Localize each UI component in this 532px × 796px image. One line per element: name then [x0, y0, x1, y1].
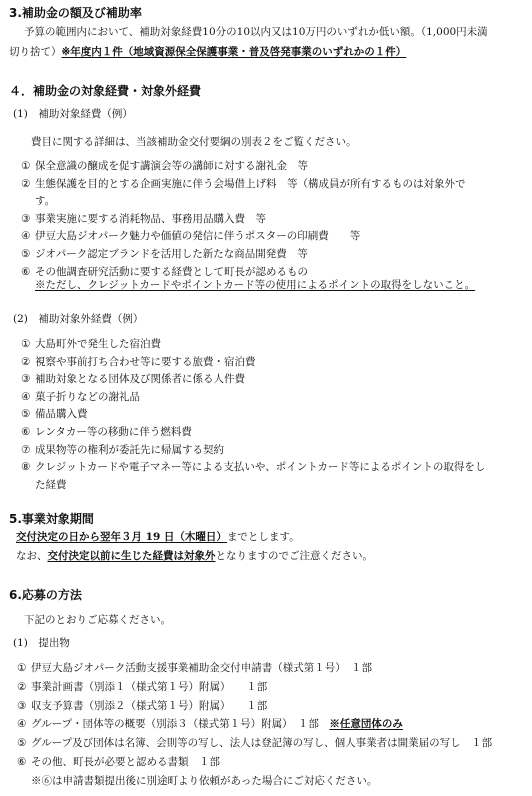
- list-item-text: 事業計画書（別添１（様式第１号）附属） １部: [31, 680, 268, 693]
- section-3-line2: [9, 46, 406, 59]
- list-item-text: 成果物等の権利が委託先に帰属する契約: [35, 443, 224, 456]
- list-item-number: ④: [21, 230, 31, 243]
- list-item: [21, 373, 245, 386]
- list-item-text: 事業実施に要する消耗物品、事務用品購入費 等: [35, 212, 266, 225]
- list-item-text: 保全意識の醸成を促す講演会等の講師に対する謝礼金 等: [35, 160, 308, 172]
- list-item-text: た経費: [35, 478, 67, 491]
- section-4-heading: ４．補助金の対象経費・対象外経費: [9, 84, 202, 98]
- list-item: [21, 461, 485, 474]
- section-3-line1: 予算の範囲内において、補助対象経費10分の10以内又は10万円のいずれか低い額。（1,000円未満: [24, 26, 488, 38]
- list-item: [21, 444, 224, 457]
- list-item: [21, 356, 256, 369]
- list-item-text: 備品購入費: [35, 408, 88, 421]
- section-6-intro: 下記のとおりご応募ください。: [24, 614, 171, 626]
- list-item-number: ②: [17, 680, 27, 693]
- section-5-line2: [16, 550, 373, 563]
- period-underlined: 交付決定の日から翌年３月 19 日（木曜日）: [16, 531, 227, 543]
- list-item-number: ②: [21, 355, 31, 368]
- list-item: [21, 195, 55, 208]
- list-item-number: ③: [21, 373, 31, 386]
- list-item: [17, 718, 403, 731]
- list-item-text: ジオパーク認定ブランドを活用した新たな商品開発費 等: [35, 248, 308, 260]
- list-item-number: ③: [17, 699, 27, 712]
- section-4-sub1: (1) 補助対象経費（例）: [13, 108, 133, 120]
- list-item-number: ⑥: [17, 756, 27, 768]
- section-4-sub2: (2) 補助対象外経費（例）: [13, 313, 144, 325]
- list-item-text: その他、町長が必要と認める書類 １部: [31, 756, 220, 768]
- list-item-number: ④: [21, 390, 31, 403]
- list-item-number: ⑥: [21, 265, 31, 278]
- list-item-text: 菓子折りなどの謝礼品: [35, 390, 140, 403]
- list-item: [21, 338, 161, 351]
- list-item-text: グループ・団体等の概要（別添３（様式第１号）附属） １部: [31, 718, 330, 731]
- list-item-number: ⑤: [21, 248, 31, 260]
- list-item: [21, 248, 308, 261]
- list-item: [21, 479, 67, 492]
- list-item: [21, 230, 360, 243]
- period-rest: までとします。: [226, 531, 300, 543]
- section-4-note: ※ただし、クレジットカードやポイントカード等の使用によるポイントの取得をしないこと。: [35, 279, 476, 291]
- section-5-heading: 5.事業対象期間: [9, 512, 94, 526]
- list-item-number: ⑤: [17, 737, 27, 750]
- list-item: [17, 737, 492, 750]
- list-item-text: 伊豆大島ジオパーク魅力や価値の発信に伴うポスターの印刷費 等: [35, 230, 361, 243]
- list-item-text: 大島町外で発生した宿泊費: [35, 338, 161, 350]
- list-item: [17, 662, 372, 675]
- list-item-number: ②: [21, 177, 31, 190]
- list-item-number: ①: [21, 160, 31, 172]
- list-item-text: 収支予算書（別添２（様式第１号）附属） １部: [31, 699, 268, 712]
- section-4-intro: 費目に関する詳細は、当該補助金交付要綱の別表２をご覧ください。: [31, 136, 357, 148]
- list-item: [17, 756, 220, 769]
- section-6-heading: 6.応募の方法: [9, 588, 82, 602]
- section-5-line1: [16, 531, 300, 544]
- section-3-line2-prefix: 切り捨て）: [9, 46, 62, 58]
- list-item-number: ③: [21, 212, 31, 225]
- list-item-number: ⑦: [21, 443, 31, 456]
- section-6-note: ※⑥は申請書類提出後に別途町より依頼があった場合にご対応ください。: [31, 775, 378, 787]
- list-item-text: レンタカー等の移動に伴う燃料費: [35, 426, 192, 438]
- section-3-note: ※年度内１件（地域資源保全保護事業・普及啓発事業のいずれかの１件）: [61, 46, 407, 58]
- list-item: [21, 266, 308, 279]
- list-item-text: 伊豆大島ジオパーク活動支援事業補助金交付申請書（様式第１号） １部: [31, 662, 373, 674]
- list-item-text: 視察や事前打ち合わせ等に要する旅費・宿泊費: [35, 355, 256, 368]
- list-item: [21, 160, 308, 173]
- caution-underlined: 交付決定以前に生じた経費は対象外: [47, 550, 216, 562]
- list-item-text: グループ及び団体は名簿、会則等の写し、法人は登記簿の写し、個人事業者は開業届の写し １部: [31, 737, 493, 750]
- list-item-note: ※任意団体のみ: [329, 718, 403, 731]
- list-item: [21, 408, 88, 421]
- caution-suffix: となりますのでご注意ください。: [215, 550, 373, 562]
- list-item-text: クレジットカードや電子マネー等による支払いや、ポイントカード等によるポイントの取得をし: [35, 461, 486, 474]
- list-item-text: その他調査研究活動に要する経費として町長が認めるもの: [35, 265, 308, 278]
- list-item: [21, 391, 140, 404]
- list-item-text: 生態保護を目的とする企画実施に伴う会場借上げ料 等（構成員が所有するものは対象外で: [35, 177, 466, 190]
- caution-prefix: なお、: [16, 550, 48, 562]
- list-item-number: ⑥: [21, 426, 31, 438]
- list-item-number: ①: [17, 662, 27, 674]
- list-item-number: ④: [17, 718, 27, 731]
- section-6-sub1: (1) 提出物: [13, 637, 70, 649]
- list-item: [17, 681, 267, 694]
- list-item-number: ①: [21, 338, 31, 350]
- list-item-text: 補助対象となる団体及び関係者に係る人件費: [35, 373, 245, 386]
- list-item-number: ⑤: [21, 408, 31, 421]
- list-item-text: す。: [35, 195, 56, 208]
- list-item: [21, 213, 266, 226]
- section-3-heading: 3.補助金の額及び補助率: [9, 6, 142, 20]
- list-item: [21, 426, 192, 439]
- list-item: [21, 178, 466, 191]
- list-item: [17, 700, 267, 713]
- list-item-number: ⑧: [21, 461, 31, 474]
